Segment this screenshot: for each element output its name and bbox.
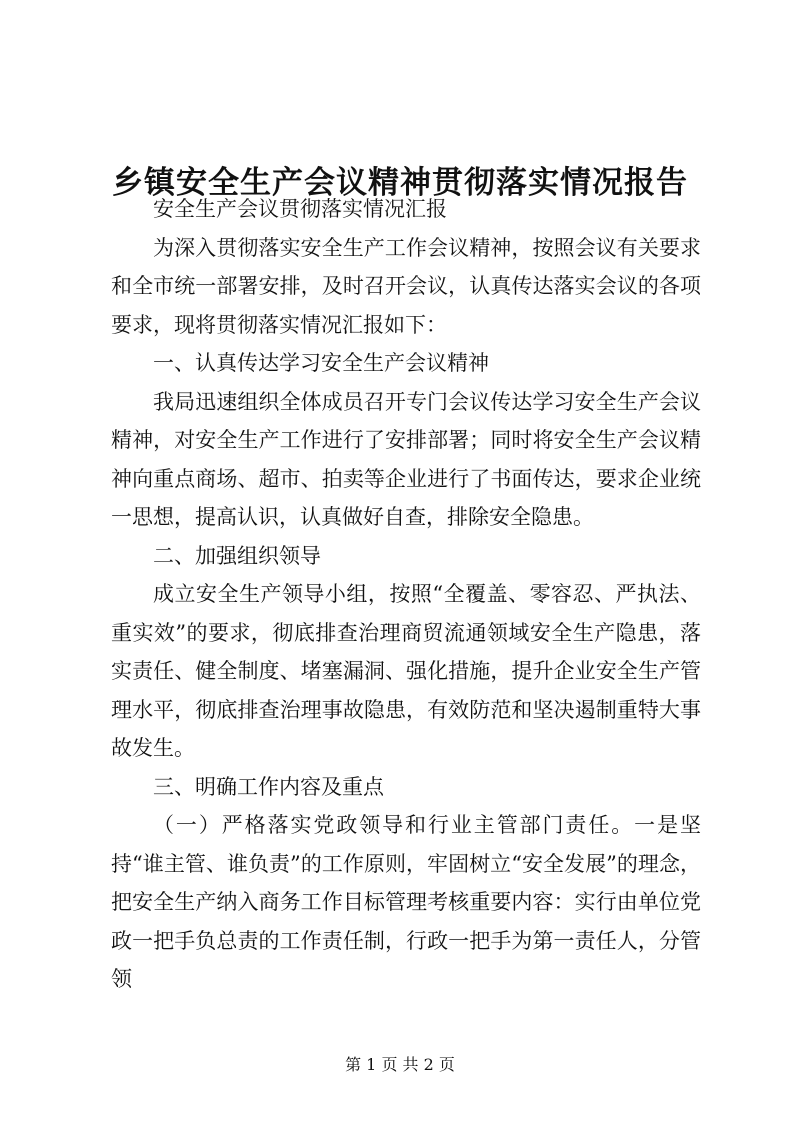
intro-paragraph: 为深入贯彻落实安全生产工作会议精神，按照会议有关要求和全市统一部署安排，及时召开会议，认真传达落实会议的各项要求，现将贯彻落实情况汇报如下： bbox=[111, 235, 701, 337]
section-heading-3: 三、明确工作内容及重点 bbox=[153, 774, 384, 799]
section-heading-2: 二、加强组织领导 bbox=[153, 543, 321, 568]
report-subtitle: 安全生产会议贯彻落实情况汇报 bbox=[153, 197, 447, 221]
section-paragraph-3: （一）严格落实党政领导和行业主管部门责任。一是坚持“谁主管、谁负责”的工作原则，牢固树立“安全发展”的理念，把安全生产纳入商务工作目标管理考核重要内容：实行由单位党政一把手负总责的工作责任制，行政一把手为第一责任人，分管领 bbox=[111, 813, 701, 991]
document-title: 乡镇安全生产会议精神贯彻落实情况报告 bbox=[112, 164, 688, 201]
section-paragraph-1: 我局迅速组织全体成员召开专门会议传达学习安全生产会议精神，对安全生产工作进行了安排部署；同时将安全生产会议精神向重点商场、超市、拍卖等企业进行了书面传达，要求企业统一思想，提高认识，认真做好自查，排除安全隐患。 bbox=[111, 389, 701, 529]
section-heading-1: 一、认真传达学习安全生产会议精神 bbox=[153, 351, 489, 375]
section-paragraph-2: 成立安全生产领导小组，按照“全覆盖、零容忍、严执法、重实效”的要求，彻底排查治理商贸流通领域安全生产隐患，落实责任、健全制度、堵塞漏洞、强化措施，提升企业安全生产管理水平，彻底排查治理事故隐患，有效防范和坚决遏制重特大事故发生。 bbox=[111, 582, 701, 760]
document-body bbox=[111, 190, 701, 999]
page-footer: 第 1 页 共 2 页 bbox=[345, 1055, 455, 1074]
